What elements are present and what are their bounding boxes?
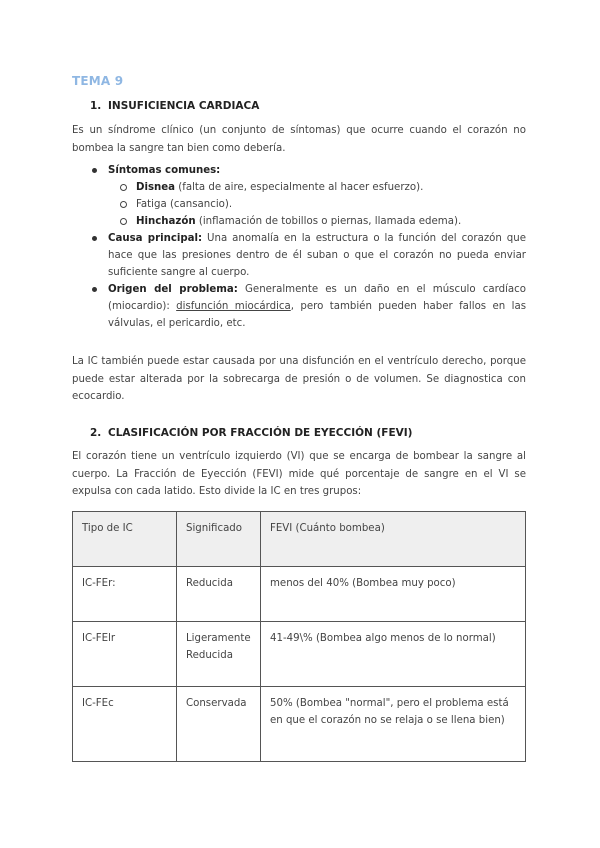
section-1-heading [90,100,259,112]
circle-bullet-icon [120,184,127,191]
table-row [73,567,526,622]
section-2-intro: El corazón tiene un ventrículo izquierdo (VI) que se encarga de bombear la sangre al cuerpo. La Fracción de Eyección (FEVI) mide qué porcentaje de sangre en el VI se expulsa con cada latido. Esto divide la IC en tres grupos: [72,451,526,497]
table-cell: menos del 40% (Bombea muy poco) [261,567,526,622]
table-cell: Reducida [177,567,261,622]
table-row [73,687,526,762]
table-cell: Conservada [177,687,261,762]
bullet-dot-icon [92,236,97,241]
bullet-origen: Origen del problema: Generalmente es un daño en el músculo cardíaco (miocardio): disfunción miocárdica, pero también pueden haber fallos en las válvulas, el pericardio, etc. [72,281,526,332]
table-cell: 41-49\% (Bombea algo menos de lo normal) [261,622,526,687]
section-2-heading [90,427,412,439]
section-2-title: CLASIFICACIÓN POR FRACCIÓN DE EYECCIÓN (FEVI) [108,427,413,439]
table-cell: IC-FEc [73,687,177,762]
causa-label: Causa principal: [108,233,203,244]
section-1-extra: La IC también puede estar causada por una disfunción en el ventrículo derecho, porque puede estar alterada por la sobrecarga de presión o de volumen. Se diagnostica con ecocardio. [72,356,526,402]
bullet-causa [72,230,526,281]
sub-item-fatiga: Fatiga (cansancio). [72,196,526,213]
table-row [73,622,526,687]
table-header-cell: Tipo de IC [73,512,177,567]
section-1-bullets [72,162,526,332]
table-header-row [73,512,526,567]
bullet-dot-icon [92,287,97,292]
table-cell: 50% (Bombea "normal", pero el problema está en que el corazón no se relaja o se llena bien) [261,687,526,762]
section-1-intro: Es un síndrome clínico (un conjunto de síntomas) que ocurre cuando el corazón no bombea la sangre tan bien como debería. [72,125,526,154]
causa-text: Una anomalía en la estructura o la función del corazón que hace que las presiones dentro de él suban o que el corazón no pueda enviar suficiente sangre al cuerpo. [108,233,526,278]
table-cell: IC-FEr: [73,567,177,622]
table-cell: IC-FElr [73,622,177,687]
section-2-number: 2. [90,427,102,439]
section-1-number: 1. [90,100,102,112]
bullet-sintomas [72,162,526,179]
origen-underlined: disfunción miocárdica [176,301,291,312]
tema-title: TEMA 9 [72,74,124,88]
sub-item-hinchazon: Hinchazón (inflamación de tobillos o piernas, llamada edema). [72,213,526,230]
circle-bullet-icon [120,218,127,225]
origen-label: Origen del problema: [108,284,238,295]
section-1-title: INSUFICIENCIA CARDIACA [108,100,260,112]
fevi-table [72,511,526,762]
table-cell: Ligeramente Reducida [177,622,261,687]
bullet-dot-icon [92,168,97,173]
sintomas-label: Síntomas comunes: [108,165,221,176]
sub-item-disnea: Disnea (falta de aire, especialmente al hacer esfuerzo). [72,179,526,196]
table-header-cell: Significado [177,512,261,567]
table-header-cell: FEVI (Cuánto bombea) [261,512,526,567]
circle-bullet-icon [120,201,127,208]
